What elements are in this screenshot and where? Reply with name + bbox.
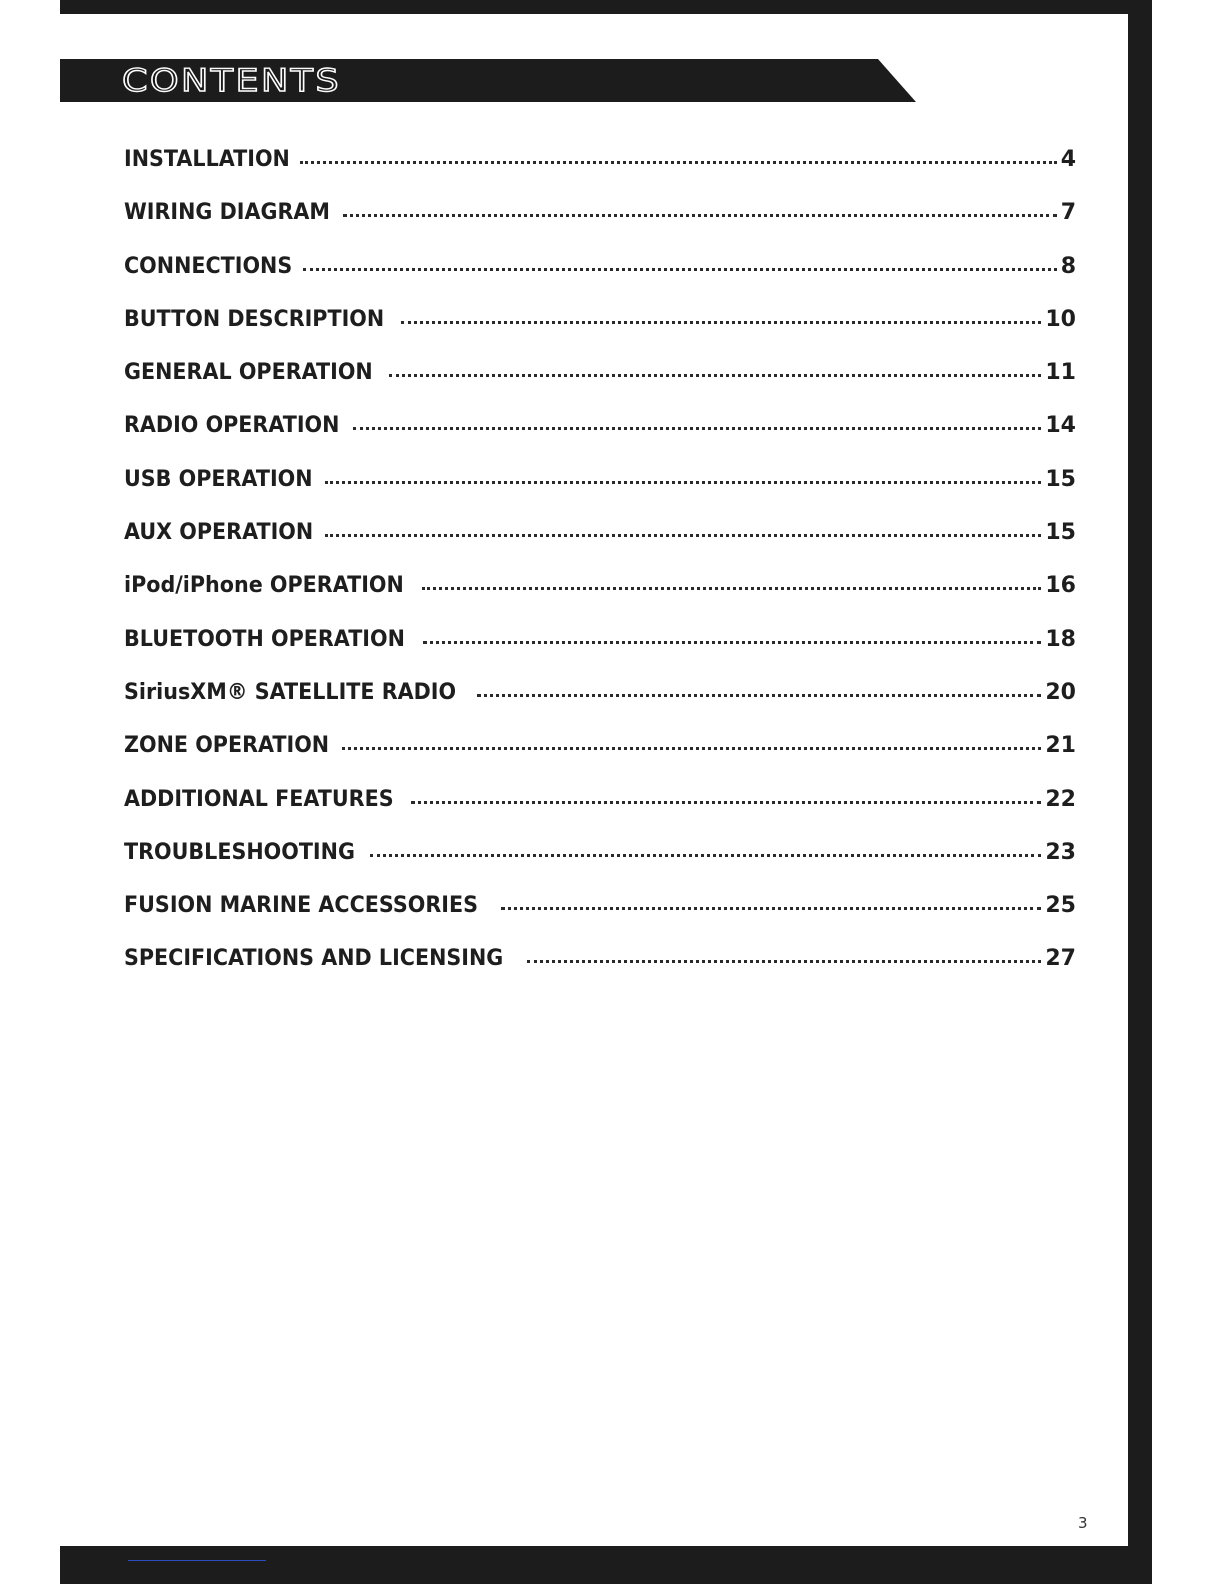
toc-entry[interactable]	[124, 840, 1076, 893]
toc-entry-page: 18	[1045, 626, 1076, 652]
toc-entry[interactable]	[124, 893, 1076, 946]
footer-link-underline	[128, 1560, 266, 1561]
toc-entry-title: USB OPERATION	[124, 466, 313, 492]
toc-entry[interactable]	[124, 254, 1076, 307]
toc-entry-page: 8	[1060, 253, 1076, 279]
toc-leader-dots	[353, 427, 1041, 430]
toc-leader-dots	[325, 481, 1042, 484]
toc-entry[interactable]	[124, 467, 1076, 520]
toc-entry-title: SiriusXM® SATELLITE RADIO	[124, 679, 457, 705]
toc-entry-page: 10	[1045, 306, 1076, 332]
toc-entry[interactable]	[124, 147, 1076, 200]
toc-entry-title: ADDITIONAL FEATURES	[124, 786, 394, 812]
toc-entry-page: 16	[1045, 573, 1076, 599]
toc-entry-page: 11	[1045, 360, 1076, 386]
toc-entry-title: RADIO OPERATION	[124, 413, 340, 439]
toc-entry-title: CONNECTIONS	[124, 253, 293, 279]
toc-entry[interactable]	[124, 413, 1076, 466]
toc-entry-page: 7	[1060, 200, 1076, 226]
toc-leader-dots	[411, 801, 1042, 804]
toc-leader-dots	[389, 374, 1042, 377]
table-of-contents	[124, 147, 1076, 1000]
toc-entry-title: INSTALLATION	[124, 147, 290, 172]
page-title: CONTENTS	[122, 63, 341, 99]
toc-entry-page: 14	[1045, 413, 1076, 439]
toc-entry[interactable]	[124, 200, 1076, 253]
toc-entry[interactable]	[124, 733, 1076, 786]
page-frame-top	[60, 0, 1152, 14]
toc-leader-dots	[325, 534, 1041, 537]
toc-entry-page: 21	[1045, 733, 1076, 759]
page-corner-bottom-right	[1088, 1506, 1128, 1546]
toc-leader-dots	[423, 641, 1042, 644]
toc-entry-title: FUSION MARINE ACCESSORIES	[124, 893, 478, 919]
toc-entry[interactable]	[124, 787, 1076, 840]
toc-leader-dots	[401, 321, 1042, 324]
page-number: 3	[1078, 1514, 1088, 1532]
toc-leader-dots	[527, 960, 1041, 963]
toc-entry-page: 15	[1045, 466, 1076, 492]
toc-entry-title: BLUETOOTH OPERATION	[124, 626, 405, 652]
toc-entry-page: 22	[1045, 786, 1076, 812]
toc-entry-page: 25	[1045, 893, 1076, 919]
toc-entry[interactable]	[124, 307, 1076, 360]
page-frame-right	[1128, 0, 1152, 1584]
toc-leader-dots	[477, 694, 1041, 697]
toc-entry-title: TROUBLESHOOTING	[124, 839, 355, 865]
page-corner-top-right	[1088, 14, 1128, 54]
toc-entry-page: 23	[1045, 839, 1076, 865]
toc-entry[interactable]	[124, 680, 1076, 733]
toc-entry[interactable]	[124, 946, 1076, 999]
toc-leader-dots	[422, 587, 1042, 590]
toc-entry-title: GENERAL OPERATION	[124, 360, 373, 386]
toc-entry-page: 4	[1060, 147, 1076, 172]
toc-entry-page: 27	[1045, 946, 1076, 972]
toc-entry-title: iPod/iPhone OPERATION	[124, 573, 404, 599]
toc-entry[interactable]	[124, 360, 1076, 413]
toc-leader-dots	[342, 747, 1041, 750]
page-frame-bottom	[60, 1546, 1152, 1584]
toc-leader-dots	[300, 161, 1056, 164]
toc-entry[interactable]	[124, 627, 1076, 680]
toc-leader-dots	[370, 854, 1042, 857]
toc-entry-title: WIRING DIAGRAM	[124, 200, 330, 226]
contents-banner	[60, 59, 916, 102]
toc-entry[interactable]	[124, 520, 1076, 573]
toc-leader-dots	[501, 907, 1042, 910]
toc-entry-title: AUX OPERATION	[124, 520, 314, 546]
toc-entry-title: SPECIFICATIONS AND LICENSING	[124, 946, 504, 972]
toc-leader-dots	[343, 214, 1057, 217]
toc-leader-dots	[303, 268, 1057, 271]
toc-entry-title: ZONE OPERATION	[124, 733, 330, 759]
toc-entry-page: 20	[1045, 679, 1076, 705]
toc-entry-title: BUTTON DESCRIPTION	[124, 306, 385, 332]
toc-entry[interactable]	[124, 573, 1076, 626]
toc-entry-page: 15	[1045, 520, 1076, 546]
